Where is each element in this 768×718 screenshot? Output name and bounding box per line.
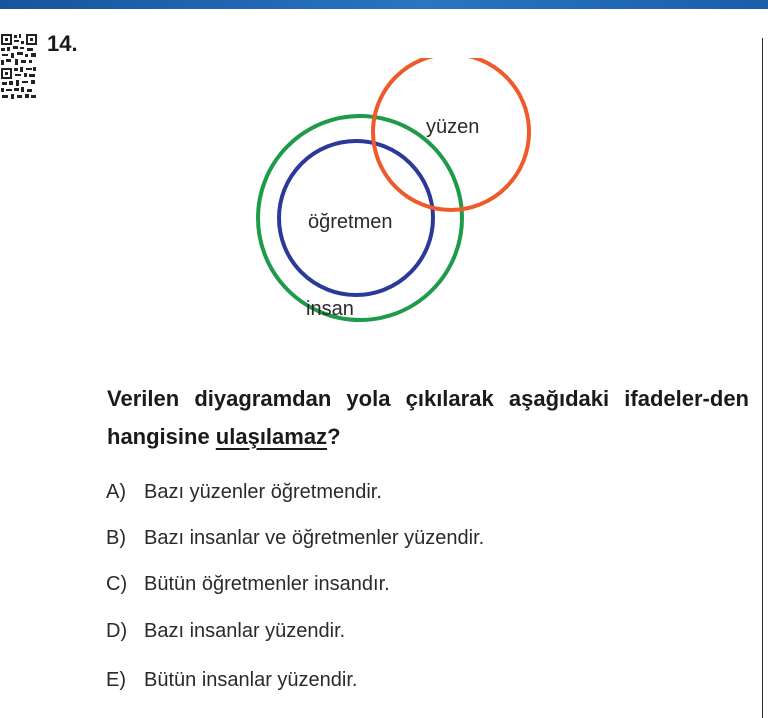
option-letter: A) xyxy=(106,481,126,503)
question-number: 14. xyxy=(47,31,78,56)
option-d[interactable] xyxy=(106,620,345,648)
teacher-label: öğretmen xyxy=(308,211,393,233)
column-divider xyxy=(762,38,763,718)
option-b[interactable] xyxy=(106,527,484,555)
option-text: Bütün öğretmenler insandır. xyxy=(144,573,390,595)
option-c[interactable] xyxy=(106,573,390,601)
question-stem xyxy=(107,380,749,456)
qr-code-icon xyxy=(0,33,38,101)
option-text: Bazı insanlar yüzendir. xyxy=(144,620,346,642)
option-e[interactable] xyxy=(106,669,357,697)
option-a[interactable] xyxy=(106,481,382,509)
option-letter: E) xyxy=(106,669,126,691)
venn-diagram xyxy=(230,58,550,348)
option-letter: D) xyxy=(106,620,128,642)
option-text: Bazı yüzenler öğretmendir. xyxy=(144,481,382,503)
question-stem-emphasis: ulaşılamaz xyxy=(215,424,328,449)
human-label: insan xyxy=(306,298,354,320)
question-stem-text: Verilen diyagramdan yola çıkılarak aşağıdaki ifadeler-den hangisine xyxy=(107,386,749,449)
question-stem-end: ? xyxy=(327,424,341,449)
header-band xyxy=(0,0,768,9)
option-text: Bütün insanlar yüzendir. xyxy=(144,669,358,691)
option-text: Bazı insanlar ve öğretmenler yüzendir. xyxy=(144,527,485,549)
floating-label: yüzen xyxy=(426,116,480,138)
option-letter: C) xyxy=(106,573,128,595)
option-letter: B) xyxy=(106,527,126,549)
